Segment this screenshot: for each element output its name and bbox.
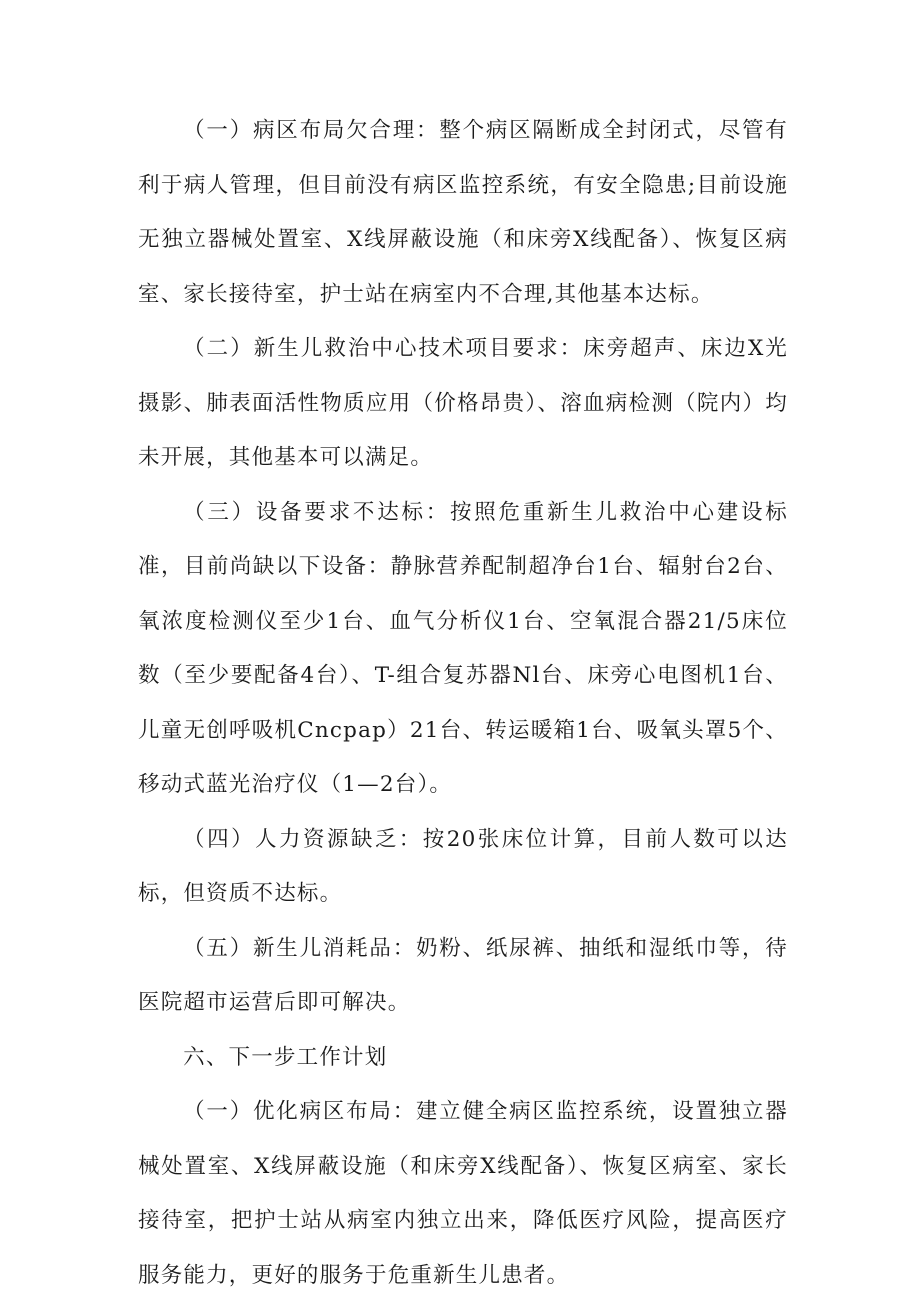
- paragraph-technical-projects: （二）新生儿救治中心技术项目要求：床旁超声、床边X光摄影、肺表面活性物质应用（价格昂贵）、溶血病检测（院内）均未开展，其他基本可以满足。: [138, 336, 788, 470]
- paragraph-human-resources: （四）人力资源缺乏：按20张床位计算，目前人数可以达标，但资质不达标。: [138, 826, 788, 906]
- paragraph-consumables: （五）新生儿消耗品：奶粉、纸尿裤、抽纸和湿纸巾等，待医院超市运营后即可解决。: [138, 935, 788, 1015]
- paragraph-equipment: （三）设备要求不达标：按照危重新生儿救治中心建设标准，目前尚缺以下设备：静脉营养配制超净台1台、辐射台2台、氧浓度检测仪至少1台、血气分析仪1台、空氧混合器21/5床位数（至少要配备4台）、T-组合复苏器Nl台、床旁心电图机1台、儿童无创呼吸机Cncpap）21台、转运暖箱1台、吸氧头罩5个、移动式蓝光治疗仪（1—2台）。: [138, 499, 788, 797]
- paragraph-plan-layout: （一）优化病区布局：建立健全病区监控系统，设置独立器械处置室、X线屏蔽设施（和床旁X线配备）、恢复区病室、家长接待室，把护士站从病室内独立出来，降低医疗风险，提高医疗服务能力，更好的服务于危重新生儿患者。: [138, 1099, 788, 1288]
- paragraph-layout: （一）病区布局欠合理：整个病区隔断成全封闭式，尽管有利于病人管理，但目前没有病区监控系统，有安全隐患;目前设施无独立器械处置室、X线屏蔽设施（和床旁X线配备）、恢复区病室、家长接待室，护士站在病室内不合理,其他基本达标。: [138, 118, 788, 307]
- section-heading: 六、下一步工作计划: [183, 1044, 388, 1070]
- document-body: [138, 104, 788, 1303]
